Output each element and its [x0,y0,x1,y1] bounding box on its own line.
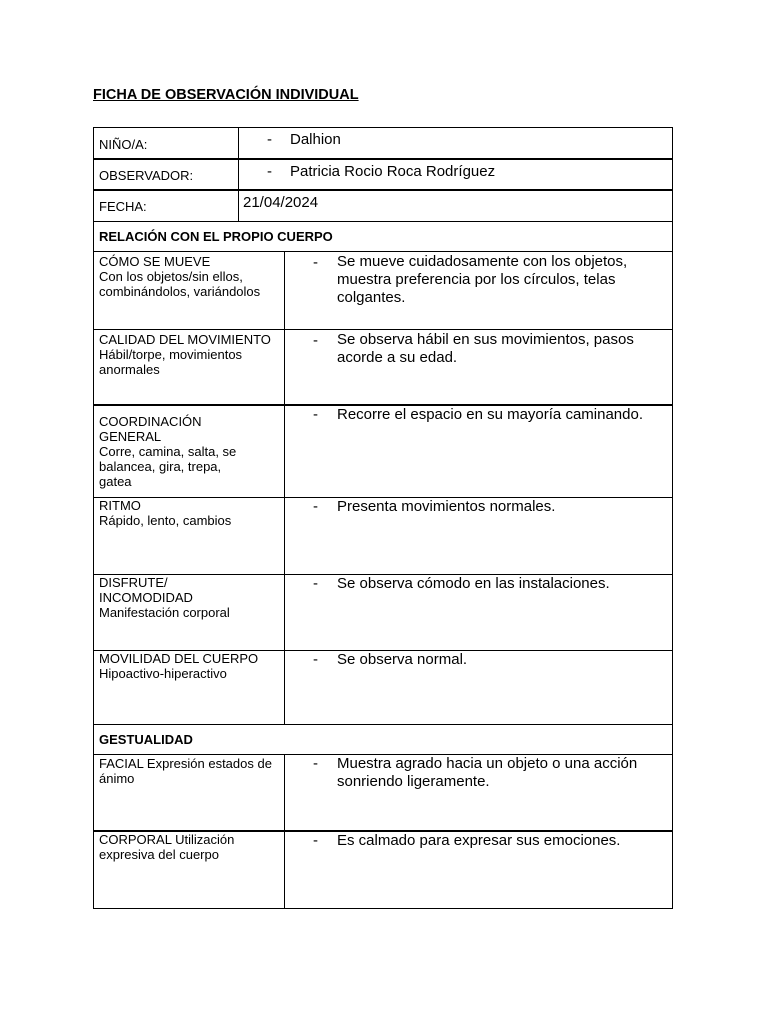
date-value: 21/04/2024 [243,194,319,211]
bullet-dash: - [313,832,318,849]
criterion-title: CÓMO SE MUEVE [99,254,211,269]
criterion-subtitle: Rápido, lento, cambios [99,513,232,528]
criterion-label [94,252,285,329]
criterion-title: FACIAL Expresión estados de ánimo [99,756,272,786]
observation-cell [285,498,672,574]
observation-text: Se observa normal. [337,651,468,668]
observation-text: Es calmado para expresar sus emociones. [337,832,621,849]
section-heading-gestures: GESTUALIDAD [99,732,193,747]
observer-row [94,160,672,191]
observation-row [94,498,672,575]
criterion-subtitle: Con los objetos/sin ellos, combinándolos, variándolos [99,269,261,299]
observation-row [94,755,672,832]
bullet-dash: - [313,651,318,668]
criterion-subtitle: Corre, camina, salta, se balancea, gira, trepa, gatea [99,444,237,489]
observation-row [94,575,672,651]
observation-text: Presenta movimientos normales. [337,498,556,515]
child-row [94,128,672,160]
observation-text: Se mueve cuidadosamente con los objetos, muestra preferencia por los círculos, telas colgantes. [337,253,628,306]
criterion-title: RITMO [99,498,141,513]
observation-cell [285,575,672,650]
criterion-label [94,651,285,724]
criterion-label [94,575,285,650]
observation-cell [285,252,672,329]
document-title: FICHA DE OBSERVACIÓN INDIVIDUAL [93,87,359,103]
bullet-dash: - [313,755,318,772]
observer-label: OBSERVADOR: [94,160,239,189]
section-heading-row [94,222,672,252]
criterion-label [94,406,285,497]
child-label: NIÑO/A: [94,128,239,158]
bullet-dash: - [267,163,272,180]
criterion-title: CALIDAD DEL MOVIMIENTO [99,332,271,347]
child-value: Dalhion [290,131,341,148]
bullet-dash: - [313,498,318,515]
observation-cell [285,330,672,404]
observation-cell [285,406,672,497]
observation-cell [285,651,672,724]
observation-row [94,330,672,406]
observation-row [94,651,672,725]
observation-table [93,127,673,909]
observation-text: Muestra agrado hacia un objeto o una acción sonriendo ligeramente. [337,755,638,790]
criterion-title: MOVILIDAD DEL CUERPO [99,651,259,666]
bullet-dash: - [313,254,318,271]
observation-text: Recorre el espacio en su mayoría caminando. [337,406,643,423]
observation-cell [285,832,672,908]
observation-row [94,406,672,498]
bullet-dash: - [267,131,272,148]
criterion-label [94,330,285,404]
bullet-dash: - [313,575,318,592]
criterion-title: CORPORAL Utilización expresiva del cuerpo [99,832,235,862]
observation-cell [285,755,672,830]
observation-row [94,832,672,908]
section-heading-row [94,725,672,755]
criterion-label [94,498,285,574]
date-row [94,191,672,222]
observation-text: Se observa cómodo en las instalaciones. [337,575,610,592]
criterion-title: COORDINACIÓN GENERAL [99,414,202,444]
bullet-dash: - [313,332,318,349]
criterion-subtitle: Hipoactivo-hiperactivo [99,666,227,681]
bullet-dash: - [313,406,318,423]
criterion-label [94,755,285,830]
observation-text: Se observa hábil en sus movimientos, pasos acorde a su edad. [337,331,634,366]
criterion-subtitle: Hábil/torpe, movimientos anormales [99,347,243,377]
observation-row [94,252,672,330]
observer-value: Patricia Rocio Roca Rodríguez [290,163,496,180]
criterion-title: DISFRUTE/ INCOMODIDAD [99,575,193,605]
criterion-subtitle: Manifestación corporal [99,605,230,620]
date-label: FECHA: [94,191,239,221]
criterion-label [94,832,285,908]
section-heading-body: RELACIÓN CON EL PROPIO CUERPO [99,229,333,244]
